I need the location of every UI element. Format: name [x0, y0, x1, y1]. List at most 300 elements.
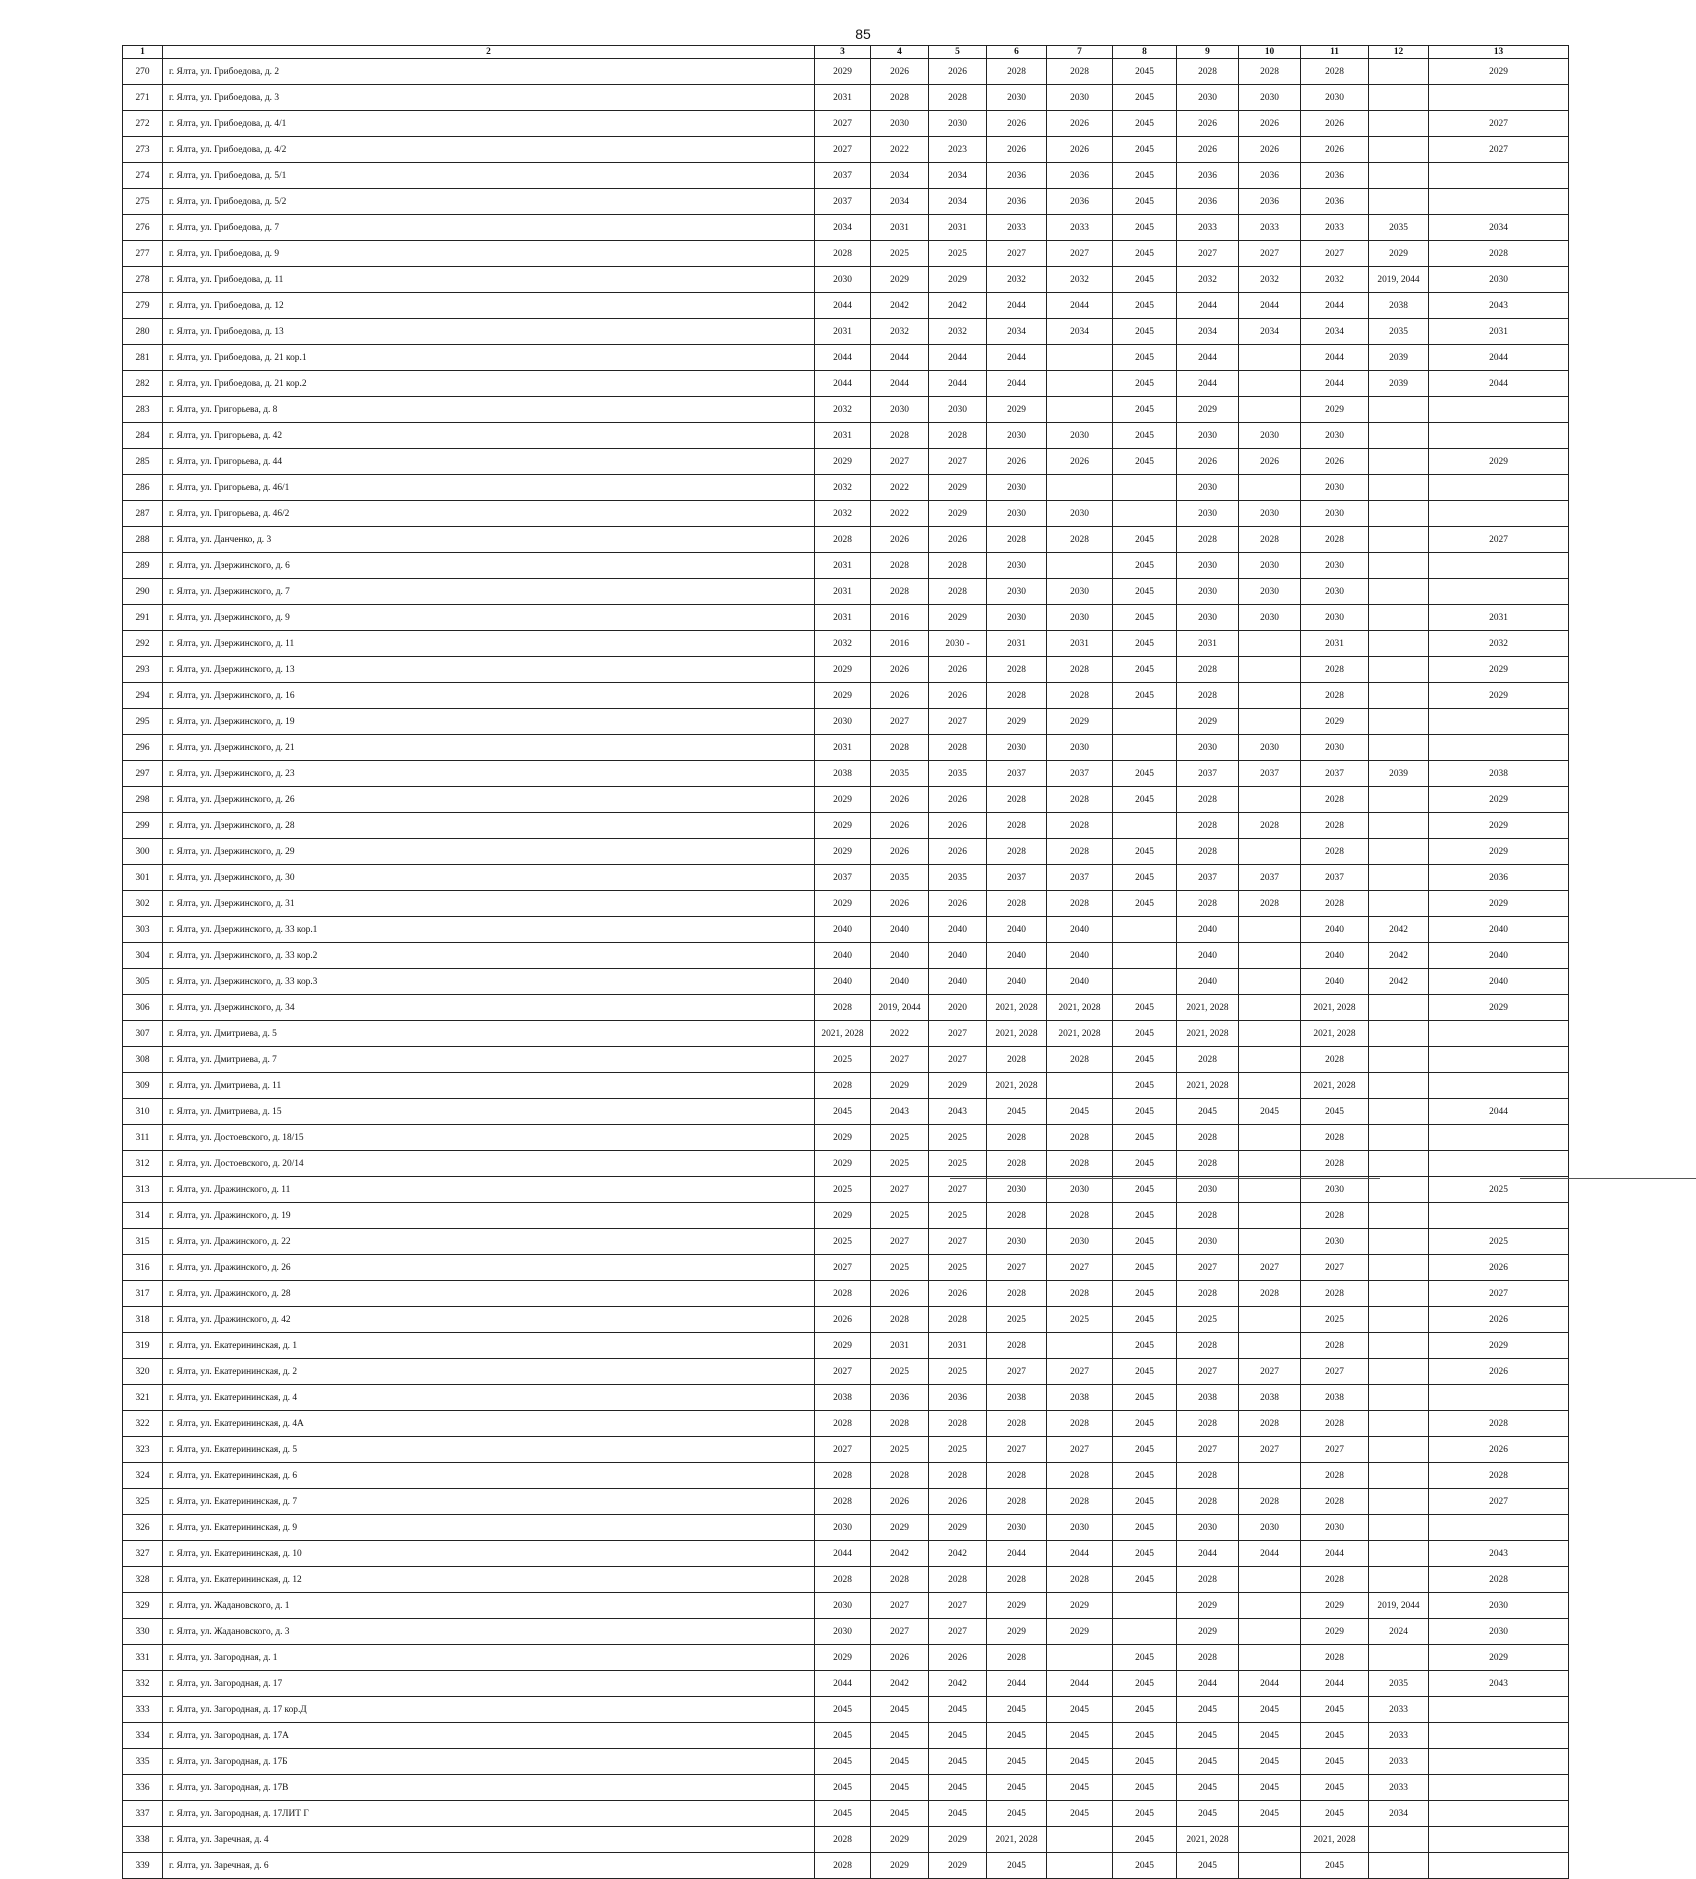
year-cell: 2028 — [1177, 1645, 1239, 1671]
year-cell: 2042 — [871, 1541, 929, 1567]
year-cell: 2027 — [1429, 527, 1569, 553]
year-cell: 2029 — [815, 787, 871, 813]
year-cell: 2045 — [1177, 1723, 1239, 1749]
year-cell: 2029 — [1429, 995, 1569, 1021]
year-cell: 2040 — [1177, 917, 1239, 943]
table-row — [123, 605, 1569, 631]
year-cell: 2026 — [1429, 1437, 1569, 1463]
year-cell: 2031 — [1429, 605, 1569, 631]
year-cell — [1429, 1775, 1569, 1801]
year-cell: 2030 — [987, 1177, 1047, 1203]
year-cell: 2045 — [1113, 1047, 1177, 1073]
year-cell: 2019, 2044 — [871, 995, 929, 1021]
row-number-cell: 331 — [123, 1645, 163, 1671]
year-cell: 2033 — [1369, 1697, 1429, 1723]
address-cell: г. Ялта, ул. Екатерининская, д. 4 — [163, 1385, 815, 1411]
table-row — [123, 917, 1569, 943]
year-cell: 2029 — [871, 267, 929, 293]
year-cell: 2031 — [815, 579, 871, 605]
year-cell: 2030 — [1301, 501, 1369, 527]
year-cell: 2045 — [1113, 1775, 1177, 1801]
year-cell: 2031 — [929, 1333, 987, 1359]
year-cell — [1369, 813, 1429, 839]
table-row — [123, 1853, 1569, 1879]
year-cell: 2028 — [1301, 1125, 1369, 1151]
year-cell: 2022 — [871, 475, 929, 501]
year-cell: 2028 — [1047, 1411, 1113, 1437]
row-number-cell: 337 — [123, 1801, 163, 1827]
year-cell — [1369, 1333, 1429, 1359]
year-cell: 2030 — [1047, 423, 1113, 449]
page-number: 85 — [855, 26, 871, 42]
year-cell: 2021, 2028 — [987, 1073, 1047, 1099]
year-cell: 2029 — [1429, 839, 1569, 865]
row-number-cell: 315 — [123, 1229, 163, 1255]
year-cell: 2045 — [1239, 1801, 1301, 1827]
year-cell: 2045 — [1113, 189, 1177, 215]
year-cell — [1429, 1749, 1569, 1775]
address-cell: г. Ялта, ул. Достоевского, д. 18/15 — [163, 1125, 815, 1151]
year-cell: 2045 — [1047, 1723, 1113, 1749]
year-cell: 2045 — [929, 1775, 987, 1801]
year-cell: 2040 — [871, 969, 929, 995]
year-cell: 2021, 2028 — [1301, 1073, 1369, 1099]
year-cell: 2029 — [1429, 1645, 1569, 1671]
column-header: 5 — [929, 46, 987, 59]
year-cell: 2025 — [1301, 1307, 1369, 1333]
address-cell: г. Ялта, ул. Дзержинского, д. 26 — [163, 787, 815, 813]
row-number-cell: 322 — [123, 1411, 163, 1437]
address-cell: г. Ялта, ул. Грибоедова, д. 11 — [163, 267, 815, 293]
year-cell: 2021, 2028 — [1177, 1021, 1239, 1047]
year-cell: 2029 — [815, 839, 871, 865]
address-cell: г. Ялта, ул. Дзержинского, д. 11 — [163, 631, 815, 657]
table-row — [123, 397, 1569, 423]
year-cell: 2027 — [815, 1437, 871, 1463]
year-cell: 2037 — [1177, 761, 1239, 787]
year-cell: 2044 — [815, 293, 871, 319]
year-cell: 2029 — [929, 475, 987, 501]
year-cell: 2045 — [1177, 1697, 1239, 1723]
year-cell — [1369, 1307, 1429, 1333]
table-row — [123, 319, 1569, 345]
address-cell: г. Ялта, ул. Дражинского, д. 19 — [163, 1203, 815, 1229]
year-cell: 2028 — [987, 1333, 1047, 1359]
table-row — [123, 865, 1569, 891]
year-cell — [1369, 189, 1429, 215]
address-cell: г. Ялта, ул. Грибоедова, д. 2 — [163, 59, 815, 85]
year-cell: 2025 — [929, 1255, 987, 1281]
year-cell: 2030 — [987, 475, 1047, 501]
year-cell — [1113, 501, 1177, 527]
row-number-cell: 289 — [123, 553, 163, 579]
table-row — [123, 579, 1569, 605]
year-cell: 2028 — [1429, 1463, 1569, 1489]
year-cell: 2030 — [1047, 605, 1113, 631]
year-cell: 2044 — [1177, 293, 1239, 319]
year-cell — [1239, 657, 1301, 683]
address-cell: г. Ялта, ул. Дражинского, д. 28 — [163, 1281, 815, 1307]
year-cell: 2040 — [1047, 943, 1113, 969]
row-number-cell: 328 — [123, 1567, 163, 1593]
address-cell: г. Ялта, ул. Дзержинского, д. 33 кор.3 — [163, 969, 815, 995]
address-cell: г. Ялта, ул. Дмитриева, д. 7 — [163, 1047, 815, 1073]
row-number-cell: 292 — [123, 631, 163, 657]
year-cell — [1429, 735, 1569, 761]
year-cell: 2028 — [815, 1463, 871, 1489]
row-number-cell: 310 — [123, 1099, 163, 1125]
column-header: 11 — [1301, 46, 1369, 59]
year-cell: 2025 — [871, 1437, 929, 1463]
row-number-cell: 279 — [123, 293, 163, 319]
address-cell: г. Ялта, ул. Дмитриева, д. 5 — [163, 1021, 815, 1047]
year-cell: 2035 — [1369, 319, 1429, 345]
year-cell: 2045 — [1301, 1775, 1369, 1801]
year-cell: 2028 — [987, 1047, 1047, 1073]
year-cell — [1369, 1099, 1429, 1125]
table-row — [123, 163, 1569, 189]
row-number-cell: 302 — [123, 891, 163, 917]
table-row — [123, 1801, 1569, 1827]
row-number-cell: 297 — [123, 761, 163, 787]
year-cell: 2029 — [1429, 657, 1569, 683]
table-row — [123, 449, 1569, 475]
year-cell: 2028 — [871, 1307, 929, 1333]
year-cell: 2027 — [1047, 1437, 1113, 1463]
year-cell: 2045 — [1113, 267, 1177, 293]
year-cell: 2029 — [1429, 787, 1569, 813]
year-cell: 2045 — [1113, 449, 1177, 475]
year-cell: 2028 — [1301, 1411, 1369, 1437]
year-cell: 2044 — [1301, 1671, 1369, 1697]
year-cell: 2027 — [1239, 1255, 1301, 1281]
year-cell: 2029 — [871, 1515, 929, 1541]
year-cell: 2036 — [1177, 189, 1239, 215]
year-cell: 2026 — [1177, 137, 1239, 163]
year-cell: 2045 — [1239, 1697, 1301, 1723]
year-cell — [1369, 1411, 1429, 1437]
year-cell: 2027 — [929, 1047, 987, 1073]
year-cell: 2031 — [929, 215, 987, 241]
year-cell: 2026 — [1301, 111, 1369, 137]
row-number-cell: 321 — [123, 1385, 163, 1411]
year-cell: 2040 — [987, 917, 1047, 943]
year-cell: 2028 — [1177, 1047, 1239, 1073]
year-cell: 2027 — [1177, 1255, 1239, 1281]
table-row — [123, 1437, 1569, 1463]
year-cell — [1369, 85, 1429, 111]
year-cell: 2045 — [1239, 1775, 1301, 1801]
table-row — [123, 85, 1569, 111]
year-cell: 2042 — [1369, 969, 1429, 995]
year-cell — [1047, 1645, 1113, 1671]
year-cell — [1239, 839, 1301, 865]
year-cell: 2045 — [987, 1697, 1047, 1723]
table-row — [123, 1307, 1569, 1333]
row-number-cell: 305 — [123, 969, 163, 995]
year-cell: 2029 — [1429, 1333, 1569, 1359]
address-cell: г. Ялта, ул. Дзержинского, д. 28 — [163, 813, 815, 839]
year-cell — [1369, 1827, 1429, 1853]
year-cell: 2026 — [929, 1281, 987, 1307]
row-number-cell: 283 — [123, 397, 163, 423]
year-cell: 2040 — [987, 943, 1047, 969]
row-number-cell: 325 — [123, 1489, 163, 1515]
year-cell: 2034 — [929, 189, 987, 215]
row-number-cell: 301 — [123, 865, 163, 891]
year-cell: 2028 — [871, 735, 929, 761]
year-cell: 2045 — [1113, 1151, 1177, 1177]
year-cell: 2036 — [1177, 163, 1239, 189]
year-cell: 2030 — [1177, 579, 1239, 605]
address-cell: г. Ялта, ул. Грибоедова, д. 4/2 — [163, 137, 815, 163]
year-cell: 2037 — [1301, 865, 1369, 891]
year-cell: 2025 — [1047, 1307, 1113, 1333]
year-cell: 2030 — [987, 423, 1047, 449]
year-cell: 2036 — [1429, 865, 1569, 891]
year-cell: 2034 — [1369, 1801, 1429, 1827]
year-cell: 2028 — [1301, 1489, 1369, 1515]
year-cell: 2028 — [815, 241, 871, 267]
year-cell — [1429, 1697, 1569, 1723]
year-cell — [1239, 1073, 1301, 1099]
row-number-cell: 313 — [123, 1177, 163, 1203]
row-number-cell: 327 — [123, 1541, 163, 1567]
year-cell: 2025 — [815, 1177, 871, 1203]
year-cell: 2040 — [987, 969, 1047, 995]
year-cell: 2045 — [1113, 1229, 1177, 1255]
year-cell: 2025 — [929, 1203, 987, 1229]
year-cell: 2030 — [987, 1229, 1047, 1255]
year-cell: 2040 — [1429, 969, 1569, 995]
year-cell: 2035 — [871, 761, 929, 787]
year-cell — [1239, 917, 1301, 943]
year-cell: 2028 — [929, 1307, 987, 1333]
year-cell: 2027 — [1239, 1359, 1301, 1385]
year-cell: 2044 — [1177, 1671, 1239, 1697]
table-row — [123, 1047, 1569, 1073]
year-cell — [1369, 1853, 1429, 1879]
year-cell: 2030 — [1239, 735, 1301, 761]
year-cell: 2028 — [987, 1567, 1047, 1593]
year-cell: 2045 — [1113, 1827, 1177, 1853]
year-cell: 2028 — [1301, 1645, 1369, 1671]
year-cell — [1239, 969, 1301, 995]
year-cell: 2031 — [987, 631, 1047, 657]
year-cell: 2033 — [1047, 215, 1113, 241]
year-cell: 2045 — [1301, 1853, 1369, 1879]
year-cell — [1429, 189, 1569, 215]
year-cell — [1429, 1021, 1569, 1047]
table-row — [123, 1541, 1569, 1567]
year-cell: 2045 — [1113, 215, 1177, 241]
year-cell: 2021, 2028 — [1177, 1073, 1239, 1099]
year-cell: 2036 — [929, 1385, 987, 1411]
year-cell — [1369, 111, 1429, 137]
year-cell: 2045 — [1113, 839, 1177, 865]
year-cell: 2030 — [1301, 85, 1369, 111]
year-cell: 2045 — [1113, 1281, 1177, 1307]
table-row — [123, 1723, 1569, 1749]
year-cell — [1429, 1853, 1569, 1879]
row-number-cell: 316 — [123, 1255, 163, 1281]
year-cell: 2036 — [1047, 189, 1113, 215]
row-number-cell: 273 — [123, 137, 163, 163]
year-cell: 2028 — [1047, 1203, 1113, 1229]
year-cell — [1239, 397, 1301, 423]
year-cell — [1239, 1593, 1301, 1619]
year-cell: 2045 — [1239, 1749, 1301, 1775]
year-cell: 2045 — [1301, 1099, 1369, 1125]
year-cell: 2028 — [1177, 839, 1239, 865]
year-cell: 2028 — [1177, 1463, 1239, 1489]
year-cell: 2031 — [815, 553, 871, 579]
year-cell: 2029 — [1429, 59, 1569, 85]
year-cell: 2028 — [1239, 1411, 1301, 1437]
year-cell — [1369, 1645, 1429, 1671]
year-cell: 2028 — [1301, 1281, 1369, 1307]
year-cell — [1369, 631, 1429, 657]
table-row — [123, 189, 1569, 215]
year-cell: 2026 — [929, 813, 987, 839]
address-cell: г. Ялта, ул. Екатерининская, д. 7 — [163, 1489, 815, 1515]
year-cell: 2028 — [929, 423, 987, 449]
year-cell: 2028 — [1047, 1567, 1113, 1593]
year-cell: 2030 — [1239, 1515, 1301, 1541]
year-cell: 2029 — [815, 1151, 871, 1177]
year-cell: 2028 — [987, 1203, 1047, 1229]
year-cell: 2029 — [815, 657, 871, 683]
year-cell: 2037 — [815, 163, 871, 189]
year-cell: 2029 — [987, 397, 1047, 423]
year-cell: 2028 — [1301, 1203, 1369, 1229]
year-cell — [1369, 527, 1429, 553]
year-cell — [1369, 605, 1429, 631]
year-cell: 2038 — [1047, 1385, 1113, 1411]
year-cell: 2044 — [1429, 1099, 1569, 1125]
year-cell: 2045 — [1301, 1749, 1369, 1775]
year-cell: 2028 — [1177, 1333, 1239, 1359]
year-cell: 2044 — [1239, 1541, 1301, 1567]
year-cell: 2037 — [987, 865, 1047, 891]
year-cell — [1369, 865, 1429, 891]
address-cell: г. Ялта, ул. Загородная, д. 17 — [163, 1671, 815, 1697]
year-cell — [1113, 1619, 1177, 1645]
year-cell: 2044 — [815, 1671, 871, 1697]
year-cell: 2045 — [929, 1801, 987, 1827]
year-cell: 2025 — [1177, 1307, 1239, 1333]
table-row — [123, 995, 1569, 1021]
year-cell: 2045 — [815, 1749, 871, 1775]
year-cell: 2028 — [1239, 891, 1301, 917]
year-cell: 2030 — [1429, 267, 1569, 293]
year-cell: 2044 — [1047, 1541, 1113, 1567]
row-number-cell: 296 — [123, 735, 163, 761]
year-cell: 2030 — [1047, 1515, 1113, 1541]
year-cell: 2016 — [871, 631, 929, 657]
year-cell: 2026 — [1047, 111, 1113, 137]
year-cell: 2026 — [1177, 449, 1239, 475]
year-cell: 2029 — [1429, 683, 1569, 709]
year-cell: 2045 — [987, 1099, 1047, 1125]
year-cell: 2028 — [1047, 527, 1113, 553]
year-cell: 2044 — [987, 345, 1047, 371]
table-row — [123, 293, 1569, 319]
year-cell: 2025 — [929, 1437, 987, 1463]
year-cell: 2030 — [1301, 1177, 1369, 1203]
year-cell: 2027 — [987, 1255, 1047, 1281]
table-row — [123, 1151, 1569, 1177]
year-cell: 2028 — [1301, 1567, 1369, 1593]
year-cell: 2044 — [1177, 371, 1239, 397]
address-cell: г. Ялта, ул. Дзержинского, д. 29 — [163, 839, 815, 865]
year-cell: 2028 — [1301, 839, 1369, 865]
year-cell — [1239, 1151, 1301, 1177]
year-cell: 2042 — [929, 293, 987, 319]
year-cell: 2045 — [1113, 657, 1177, 683]
year-cell: 2033 — [1369, 1775, 1429, 1801]
year-cell: 2045 — [1113, 293, 1177, 319]
year-cell: 2028 — [871, 423, 929, 449]
year-cell: 2045 — [1113, 1333, 1177, 1359]
year-cell: 2029 — [1177, 709, 1239, 735]
year-cell — [1047, 397, 1113, 423]
year-cell: 2027 — [815, 1359, 871, 1385]
year-cell: 2044 — [871, 371, 929, 397]
year-cell: 2026 — [1239, 449, 1301, 475]
year-cell: 2029 — [1429, 891, 1569, 917]
year-cell — [1239, 1203, 1301, 1229]
year-cell: 2037 — [1177, 865, 1239, 891]
address-cell: г. Ялта, ул. Заречная, д. 4 — [163, 1827, 815, 1853]
address-cell: г. Ялта, ул. Екатерининская, д. 2 — [163, 1359, 815, 1385]
year-cell: 2044 — [1301, 293, 1369, 319]
address-cell: г. Ялта, ул. Дражинского, д. 42 — [163, 1307, 815, 1333]
year-cell: 2028 — [987, 683, 1047, 709]
row-number-cell: 312 — [123, 1151, 163, 1177]
year-cell: 2028 — [1177, 1411, 1239, 1437]
year-cell: 2024 — [1369, 1619, 1429, 1645]
year-cell: 2028 — [1301, 787, 1369, 813]
year-cell: 2028 — [1047, 1125, 1113, 1151]
year-cell — [1369, 1047, 1429, 1073]
address-cell: г. Ялта, ул. Екатерининская, д. 9 — [163, 1515, 815, 1541]
year-cell — [1429, 423, 1569, 449]
row-number-cell: 307 — [123, 1021, 163, 1047]
year-cell: 2028 — [987, 1489, 1047, 1515]
year-cell: 2040 — [929, 917, 987, 943]
year-cell: 2027 — [1239, 1437, 1301, 1463]
row-number-cell: 282 — [123, 371, 163, 397]
year-cell: 2027 — [1239, 241, 1301, 267]
year-cell: 2045 — [1113, 371, 1177, 397]
year-cell: 2028 — [1301, 527, 1369, 553]
address-cell: г. Ялта, ул. Данченко, д. 3 — [163, 527, 815, 553]
year-cell: 2030 — [1301, 579, 1369, 605]
year-cell: 2030 — [1301, 423, 1369, 449]
year-cell: 2045 — [1113, 1411, 1177, 1437]
year-cell: 2028 — [1301, 59, 1369, 85]
year-cell: 2030 — [1047, 85, 1113, 111]
year-cell: 2026 — [1429, 1255, 1569, 1281]
year-cell: 2029 — [871, 1073, 929, 1099]
year-cell: 2028 — [871, 1463, 929, 1489]
year-cell: 2028 — [987, 839, 1047, 865]
year-cell: 2045 — [929, 1697, 987, 1723]
year-cell: 2029 — [929, 1853, 987, 1879]
year-cell: 2027 — [987, 1359, 1047, 1385]
year-cell — [1429, 501, 1569, 527]
